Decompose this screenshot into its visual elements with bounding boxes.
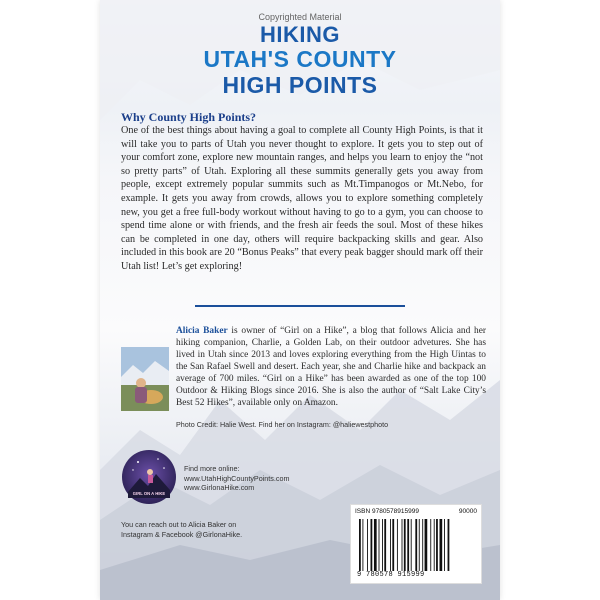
contact-block <box>121 520 281 539</box>
contact-line-2: Instagram & Facebook @GirlonaHike. <box>121 529 243 539</box>
barcode-bar <box>402 519 403 571</box>
title-line-3: HIGH POINTS <box>222 72 378 98</box>
barcode-bar <box>415 519 417 571</box>
barcode-bar <box>379 519 380 571</box>
book-back-cover <box>100 0 500 600</box>
price-code: 90000 <box>458 508 477 515</box>
isbn-barcode <box>350 504 482 584</box>
title-line-1: HIKING <box>260 22 340 47</box>
barcode-bar <box>371 519 373 571</box>
isbn-label: ISBN 9780578915999 <box>355 508 419 515</box>
photo-credit: Photo Credit: Halie West. Find her on Instagram: @haliewestphoto <box>176 420 389 429</box>
why-heading: Why County High Points? <box>121 110 257 124</box>
isbn-digits: 9 780578 915999 <box>357 571 425 579</box>
barcode-bar <box>444 519 445 571</box>
barcode-bar <box>425 519 428 571</box>
title-line-2: UTAH'S COUNTY <box>203 46 397 72</box>
find-more-block <box>184 464 344 493</box>
barcode-bar <box>397 519 398 571</box>
author-photo <box>121 347 169 411</box>
contact-line-1: You can reach out to Alicia Baker on <box>121 520 237 529</box>
barcode-bar <box>359 519 361 571</box>
barcode-bar <box>362 519 363 571</box>
copyright-notice: Copyrighted Material <box>258 12 342 22</box>
barcode-bar <box>436 519 438 571</box>
isbn-header <box>355 508 477 515</box>
logo-text: GIRL ON A HIKE <box>132 491 166 496</box>
barcode-bar <box>407 519 409 571</box>
barcode-bar <box>434 519 435 571</box>
author-bio-text: is owner of “Girl on a Hike”, a blog that follows Alicia and her hiking companion, Charlie, a Golden Lab, on their outdoor advetures. She has lived in Utah since 2013 and loves exploring everything from the High Uintas to the San Rafael Swell and desert. Each year, she and Charlie hike and backpack an average of 700 miles. “Girl on a Hike” has been awarded as one of the top 100 Outdoor & Hiking Blogs since 2016. She is also the author of “Salt Lake City’s Best 52 Hikes”, available only on Amazon. <box>176 326 486 408</box>
barcode-bar <box>448 519 450 571</box>
barcode-bar <box>430 519 431 571</box>
why-paragraph: One of the best things about having a goal to complete all County High Points, is that it will take you to parts of Utah you never thought to explore. It gets you to step out of your comfort zone, explore new mountain ranges, and helps you learn to enjoy the “not so pretty parts” of Utah. Exploring all these summits generally gets you away from people, except extremely popular summits such as Mt.Timpanogos or Mt.Nebo, for example. It gets you away from crowds, allows you to explore something completely new, you get a free full-body workout without having to go to a gym, you can choose to spend time alone or with friends, and the fresh air feeds the soul. Most of these hikes can be completed in one day, others will require backpacking skills and gear. Also included in this book are 20 “Bonus Peaks” that every peak bagger should mark off their Utah list! Let’s get exploring! <box>121 125 483 272</box>
website-link-2[interactable]: www.GirlonaHike.com <box>184 483 255 493</box>
barcode-bar <box>382 519 383 571</box>
barcode-bar <box>367 519 368 571</box>
barcode-bar <box>419 519 420 571</box>
barcode-bars <box>359 519 473 571</box>
barcode-bar <box>392 519 394 571</box>
section-divider <box>195 305 405 307</box>
barcode-bar <box>390 519 391 571</box>
author-name: Alicia Baker <box>176 326 228 336</box>
author-bio <box>176 325 486 409</box>
barcode-bar <box>404 519 406 571</box>
barcode-bar <box>374 519 377 571</box>
find-more-label: Find more online: <box>184 464 240 473</box>
barcode-bar <box>422 519 423 571</box>
barcode-bar <box>440 519 443 571</box>
barcode-bar <box>411 519 412 571</box>
barcode-bar <box>384 519 386 571</box>
website-link-1[interactable]: www.UtahHighCountyPoints.com <box>184 473 290 483</box>
girl-on-a-hike-logo <box>122 448 176 506</box>
